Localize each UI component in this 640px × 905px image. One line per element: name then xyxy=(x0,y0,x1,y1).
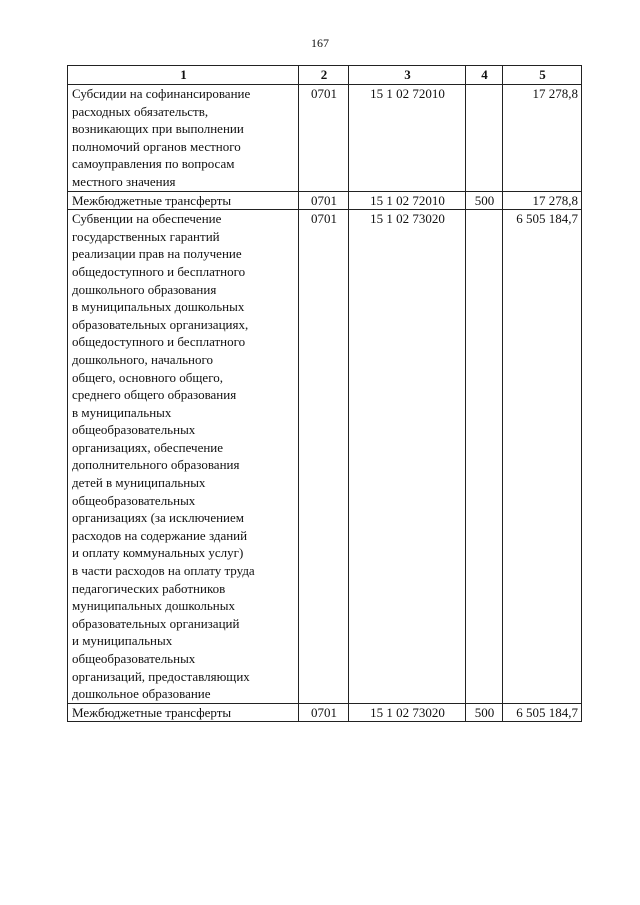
amount-cell: 6 505 184,7 xyxy=(503,703,582,722)
row-name-line: организациях, обеспечение xyxy=(72,439,224,455)
row-name-line: образовательных организаций xyxy=(72,615,240,631)
row-name-line: общего, основного общего, xyxy=(72,369,223,385)
row-name-line: Субвенции на обеспечение xyxy=(72,211,222,227)
section-code-cell: 0701 xyxy=(299,85,349,192)
target-article-cell: 15 1 02 73020 xyxy=(349,703,466,722)
row-name-line: детей в муниципальных xyxy=(72,475,206,491)
row-name-line: педагогических работников xyxy=(72,580,226,596)
amount-cell: 17 278,8 xyxy=(503,85,582,192)
row-name-line: реализации прав на получение xyxy=(72,246,242,262)
page-number: 167 xyxy=(311,36,329,50)
target-article-cell: 15 1 02 72010 xyxy=(349,191,466,210)
row-name-line: общеобразовательных xyxy=(72,651,196,666)
budget-table xyxy=(67,65,582,722)
row-name-line: Межбюджетные трансферты xyxy=(72,192,232,208)
row-name-line: организациях (за исключением xyxy=(72,510,245,526)
row-name-line: возникающих при выполнении xyxy=(72,121,244,137)
expense-type-cell: 500 xyxy=(466,703,503,722)
column-header-4: 4 xyxy=(466,66,503,85)
column-header-1: 1 xyxy=(68,66,299,85)
row-name-line: в части расходов на оплату труда xyxy=(72,563,255,579)
target-article-cell: 15 1 02 73020 xyxy=(349,210,466,704)
row-name-line: в муниципальных xyxy=(72,404,172,420)
column-header-5: 5 xyxy=(503,66,582,85)
amount-cell: 6 505 184,7 xyxy=(503,210,582,704)
table-header-row xyxy=(68,66,582,85)
table-row xyxy=(68,85,582,192)
expense-type-cell xyxy=(466,85,503,192)
row-name-line: местного значения xyxy=(72,173,176,189)
row-name-cell xyxy=(68,210,299,704)
row-name-line: в муниципальных дошкольных xyxy=(72,299,245,315)
row-name-line: государственных гарантий xyxy=(72,228,220,244)
row-name-cell xyxy=(68,191,299,210)
amount-cell: 17 278,8 xyxy=(503,191,582,210)
column-header-3: 3 xyxy=(349,66,466,85)
expense-type-cell xyxy=(466,210,503,704)
section-code-cell: 0701 xyxy=(299,703,349,722)
row-name-line: самоуправления по вопросам xyxy=(72,156,235,172)
row-name-line: общеобразовательных xyxy=(72,492,196,508)
target-article-cell: 15 1 02 72010 xyxy=(349,85,466,192)
section-code-cell: 0701 xyxy=(299,210,349,704)
table-body xyxy=(68,85,582,722)
row-name-line: Межбюджетные трансферты xyxy=(72,704,232,720)
column-header-2: 2 xyxy=(299,66,349,85)
row-name-line: Субсидии на софинансирование xyxy=(72,86,251,101)
row-name-line: муниципальных дошкольных xyxy=(72,598,235,614)
row-name-cell xyxy=(68,703,299,722)
row-name-line: общеобразовательных xyxy=(72,422,196,438)
row-name-line: дошкольное образование xyxy=(72,686,211,702)
row-name-line: организаций, предоставляющих xyxy=(72,668,250,684)
row-name-line: общедоступного и бесплатного xyxy=(72,334,246,350)
row-name-line: общедоступного и бесплатного xyxy=(72,263,246,279)
row-name-cell xyxy=(68,85,299,192)
row-name-line: образовательных организациях, xyxy=(72,316,249,332)
row-name-line: расходов на содержание зданий xyxy=(72,527,248,543)
row-name-line: расходных обязательств, xyxy=(72,103,209,119)
row-name-line: среднего общего образования xyxy=(72,387,237,403)
row-name-line: и оплату коммунальных услуг) xyxy=(72,545,244,561)
expense-type-cell: 500 xyxy=(466,191,503,210)
row-name-line: дополнительного образования xyxy=(72,457,240,473)
section-code-cell: 0701 xyxy=(299,191,349,210)
row-name-line: дошкольного образования xyxy=(72,281,217,297)
row-name-line: дошкольного, начального xyxy=(72,351,214,367)
table-row xyxy=(68,191,582,210)
row-name-line: полномочий органов местного xyxy=(72,138,241,154)
table-row xyxy=(68,703,582,722)
table-row xyxy=(68,210,582,704)
row-name-line: и муниципальных xyxy=(72,633,173,649)
